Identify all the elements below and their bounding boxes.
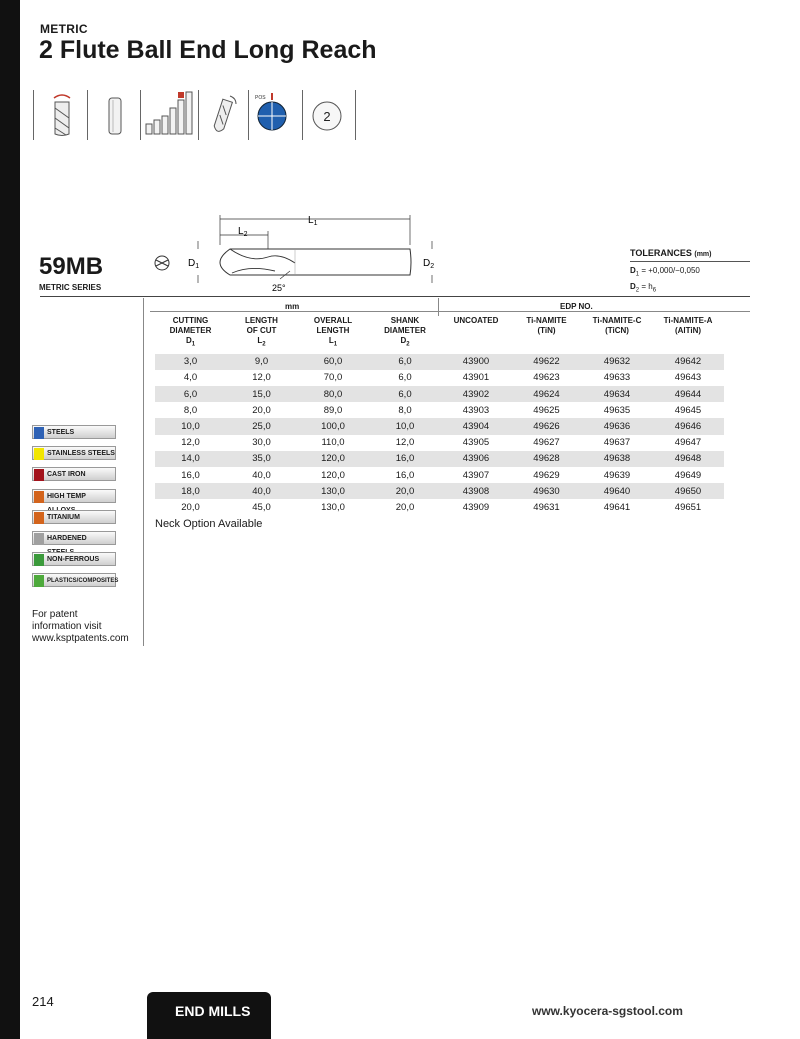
table-row: 20,0 45,0 130,0 20,0 43909 49631 49641 49651 <box>181 501 702 513</box>
table-row: 16,0 40,0 120,0 16,0 43907 49629 49639 49649 <box>181 469 702 481</box>
tolerance-d2: $D_2 = h_6$ <box>630 281 657 294</box>
tolerance-d1: $D_1 = +0,000/-0,050$ <box>630 266 700 278</box>
ball-end-icon <box>206 90 242 140</box>
table-row: 6,0 15,0 80,0 6,0 43902 49624 49634 49644 <box>155 386 724 402</box>
left-edge-bar <box>0 0 20 1039</box>
series-code: 59MB <box>39 253 104 280</box>
table-row: 3,0 9,0 60,0 6,0 43900 49622 49632 49642 <box>155 354 724 370</box>
col-ti-namite: Ti-NAMITE (TiN) <box>526 316 567 335</box>
website-link[interactable]: www.kyocera-sgstool.com <box>532 1004 683 1018</box>
specs-table <box>155 314 724 515</box>
helix-flute-icon <box>44 90 80 140</box>
cylindrical-shank-icon <box>100 90 130 140</box>
svg-text:D1: $D_1$ <box>188 258 200 270</box>
tolerances-box <box>630 248 750 293</box>
svg-text:L1: $L_1$ <box>308 215 318 227</box>
svg-text:D2: $D_2$ <box>423 258 435 270</box>
material-non-ferrous: NON-FERROUS <box>32 552 116 566</box>
table-row: 18,0 40,0 130,0 20,0 43908 49630 49640 49650 <box>155 483 724 499</box>
material-titanium: TITANIUM <box>32 510 116 524</box>
patent-info: For patent information visit www.ksptpatents.com <box>32 609 129 644</box>
neck-option-note: Neck Option Available <box>155 518 263 530</box>
material-cast-iron: CAST IRON <box>32 467 116 481</box>
table-row: 12,0 30,0 110,0 12,0 43905 49627 49637 49647 <box>181 437 702 449</box>
svg-text:L2: $L_2$ <box>238 226 248 238</box>
material-hardened-steels: HARDENED <box>32 531 116 545</box>
col-ti-namite-c: Ti-NAMITE-C (TiCN) <box>592 316 642 335</box>
material-steels: STEELS <box>32 425 116 439</box>
col-uncoated: UNCOATED <box>453 316 499 325</box>
table-row: 10,0 25,0 100,0 10,0 43904 49626 49636 49646 <box>155 418 724 434</box>
material-legend <box>32 425 119 595</box>
material-plastics-composites: PLASTICS/COMPOSITES <box>32 573 116 587</box>
table-header-row <box>155 314 724 354</box>
table-row: 14,0 35,0 120,0 16,0 43906 49628 49638 49648 <box>155 451 724 467</box>
col-length-of-cut: LENGTH OF CUT $L_2$ <box>245 316 278 348</box>
feature-icons-row <box>30 90 360 140</box>
units-edp-label: EDP NO. <box>560 302 593 311</box>
material-stainless-steels: STAINLESS STEELS <box>32 446 116 460</box>
units-mm-label: mm <box>285 302 300 311</box>
col-cutting-diameter: CUTTING DIAMETER $D_1$ <box>169 316 212 348</box>
patent-link[interactable]: www.ksptpatents.com <box>32 633 129 644</box>
svg-text:2: 2 <box>323 109 331 124</box>
material-high-temp-alloys: HIGH TEMP <box>32 489 116 503</box>
col-overall-length: OVERALL LENGTH $L_1$ <box>313 316 353 348</box>
long-reach-bars-icon <box>144 90 194 140</box>
section-divider <box>40 296 750 297</box>
tool-dimension-diagram <box>150 205 450 295</box>
series-subtitle: METRIC SERIES <box>39 283 102 292</box>
category-label: METRIC <box>40 22 88 36</box>
col-ti-namite-a: Ti-NAMITE-A (AlTiN) <box>663 316 713 335</box>
ball-end-view-icon <box>155 256 169 270</box>
table-row: 8,0 20,0 89,0 8,0 43903 49625 49635 49645 <box>183 404 702 416</box>
page-title: 2 Flute Ball End Long Reach <box>39 36 377 64</box>
col-shank-diameter: SHANK DIAMETER $D_2$ <box>384 316 426 348</box>
svg-text:POS: POS <box>255 95 266 101</box>
pos-tolerance-icon <box>252 90 292 140</box>
flute-count-icon <box>310 90 350 140</box>
table-row: 4,0 12,0 70,0 6,0 43901 49623 49633 49643 <box>183 372 702 384</box>
tolerances-title: TOLERANCES (mm) <box>630 248 750 262</box>
section-tab: END MILLS <box>147 992 271 1039</box>
page-number: 214 <box>32 994 54 1009</box>
column-divider <box>143 298 144 646</box>
svg-text:25°: 25° <box>272 283 286 293</box>
